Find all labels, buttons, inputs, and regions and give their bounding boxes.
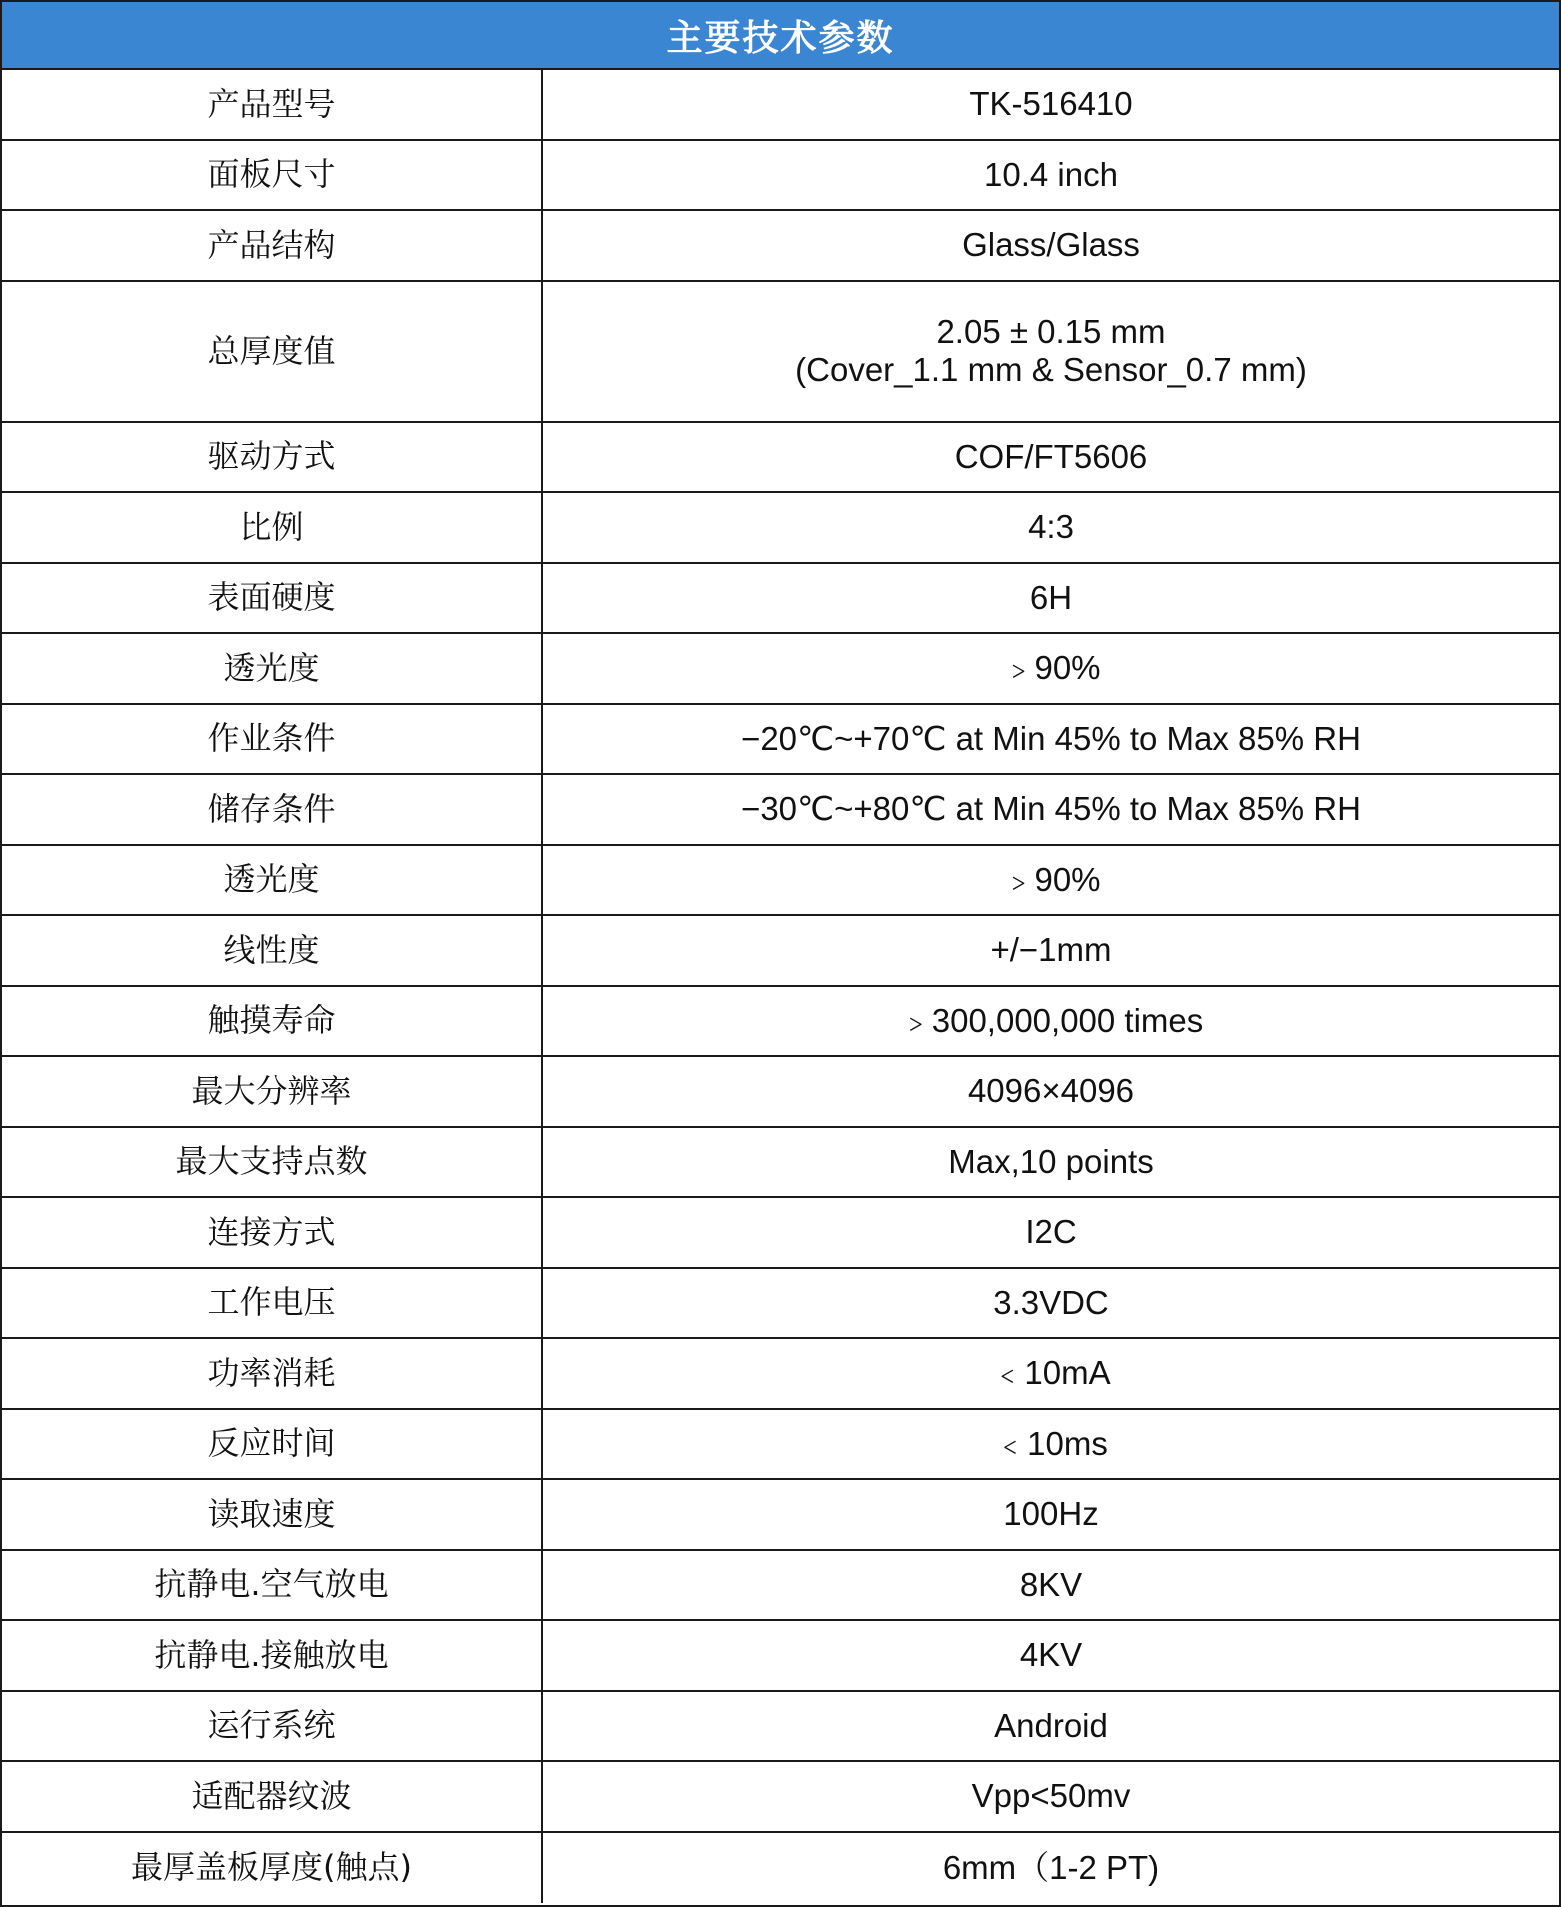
row-label: 储存条件 (2, 775, 543, 844)
row-label: 抗静电.空气放电 (2, 1551, 543, 1620)
row-value: 6mm（1-2 PT) (942, 1848, 1160, 1886)
table-row (2, 1762, 1559, 1833)
row-label: 工作电压 (2, 1269, 543, 1338)
row-value: −20℃~+70℃ at Min 45% to Max 85% RH (741, 719, 1361, 757)
table-row (2, 1339, 1559, 1410)
row-value: TK-516410 (969, 85, 1133, 123)
row-label: 读取速度 (2, 1480, 543, 1549)
table-row (2, 1480, 1559, 1551)
row-label: 产品型号 (2, 70, 543, 139)
table-row (2, 70, 1559, 141)
row-value: 4:3 (1028, 508, 1074, 546)
row-label: 面板尺寸 (2, 141, 543, 210)
table-row (2, 211, 1559, 282)
row-value: ﹥90% (1001, 649, 1101, 687)
row-label: 触摸寿命 (2, 987, 543, 1056)
row-value: ﹤10mA (991, 1354, 1111, 1392)
row-label: 线性度 (2, 916, 543, 985)
row-label: 最大支持点数 (2, 1128, 543, 1197)
table-row (2, 846, 1559, 917)
table-row (2, 916, 1559, 987)
table-row (2, 1692, 1559, 1763)
row-label: 最厚盖板厚度(触点) (2, 1833, 543, 1904)
row-value: 4096×4096 (967, 1072, 1135, 1110)
row-label: 功率消耗 (2, 1339, 543, 1408)
row-value: ﹤10ms (994, 1424, 1108, 1462)
table-row (2, 1410, 1559, 1481)
table-row (2, 1128, 1559, 1199)
table-row (2, 564, 1559, 635)
table-header (2, 2, 1559, 70)
row-label: 反应时间 (2, 1410, 543, 1479)
row-value: −30℃~+80℃ at Min 45% to Max 85% RH (741, 790, 1361, 828)
row-value: Android (994, 1706, 1108, 1744)
row-label: 作业条件 (2, 705, 543, 774)
table-row (2, 634, 1559, 705)
row-label: 比例 (2, 493, 543, 562)
row-value: Glass/Glass (962, 226, 1140, 264)
row-value: 2.05 ± 0.15 mm (Cover_1.1 mm & Sensor_0.7 mm) (795, 313, 1307, 388)
row-label: 总厚度值 (2, 282, 543, 421)
table-row (2, 493, 1559, 564)
row-value: Vpp<50mv (971, 1777, 1131, 1815)
table-row (2, 1269, 1559, 1340)
row-value: 8KV (1019, 1565, 1083, 1603)
row-value: COF/FT5606 (954, 437, 1148, 475)
table-row (2, 1198, 1559, 1269)
table-row (2, 1551, 1559, 1622)
table-row (2, 423, 1559, 494)
row-value: ﹥300,000,000 times (898, 1001, 1204, 1039)
table-row (2, 141, 1559, 212)
row-value: Max,10 points (948, 1142, 1154, 1180)
row-label: 产品结构 (2, 211, 543, 280)
table-row (2, 1057, 1559, 1128)
row-label: 最大分辨率 (2, 1057, 543, 1126)
row-value: 100Hz (1003, 1495, 1099, 1533)
table-row (2, 1621, 1559, 1692)
table-row (2, 1833, 1559, 1904)
table-row (2, 282, 1559, 423)
row-label: 透光度 (2, 846, 543, 915)
row-label: 运行系统 (2, 1692, 543, 1761)
row-label: 透光度 (2, 634, 543, 703)
table-title: 主要技术参数 (666, 17, 895, 59)
row-value: ﹥90% (1001, 860, 1101, 898)
row-label: 适配器纹波 (2, 1762, 543, 1831)
row-label: 抗静电.接触放电 (2, 1621, 543, 1690)
row-value: +/−1mm (990, 931, 1112, 969)
row-value: 10.4 inch (984, 155, 1118, 193)
row-label: 驱动方式 (2, 423, 543, 492)
row-label: 连接方式 (2, 1198, 543, 1267)
table-row (2, 987, 1559, 1058)
row-label: 表面硬度 (2, 564, 543, 633)
row-value: 3.3VDC (993, 1283, 1109, 1321)
table-row (2, 775, 1559, 846)
table-row (2, 705, 1559, 776)
row-value: 4KV (1019, 1636, 1083, 1674)
row-value: I2C (1025, 1213, 1077, 1251)
row-value: 6H (1029, 578, 1073, 616)
